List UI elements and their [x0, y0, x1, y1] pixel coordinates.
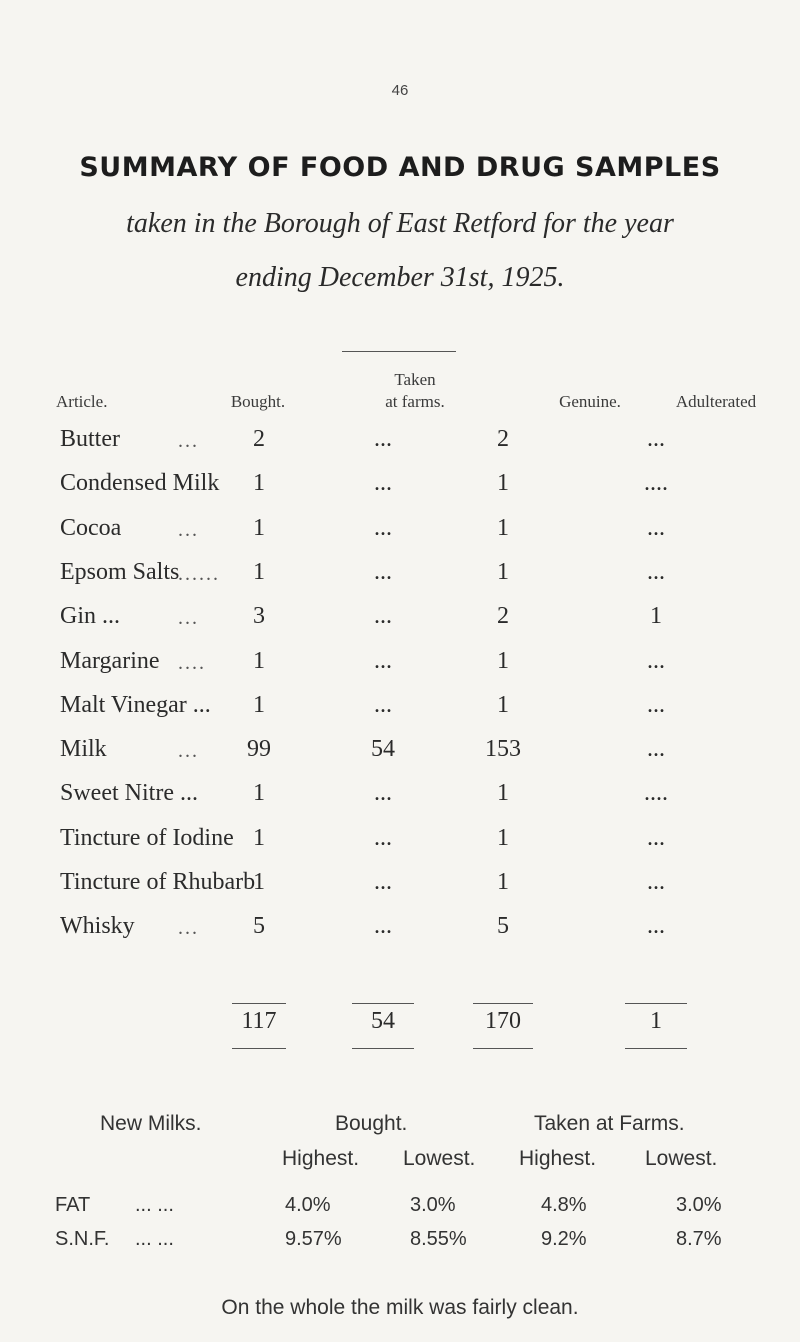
farms-high-value: 9.2%	[541, 1228, 587, 1250]
farms-cell: 54	[371, 736, 395, 763]
farms-cell: ...	[374, 470, 392, 497]
header-genuine: Genuine.	[559, 392, 621, 411]
bought-cell: 1	[253, 780, 265, 807]
bought-header: Bought.	[335, 1112, 408, 1135]
milk-row-dots: ... ...	[135, 1228, 174, 1250]
page-title: SUMMARY OF FOOD AND DRUG SAMPLES	[79, 152, 721, 183]
leader-dots: ...	[178, 917, 199, 940]
article-cell: Tincture of Rhubarb	[60, 869, 256, 895]
bought-cell: 1	[253, 558, 265, 585]
table-row	[0, 603, 800, 639]
total-rule-bought	[232, 1003, 286, 1004]
leader-dots: ...	[178, 430, 199, 452]
bought-low-value: 8.55%	[410, 1228, 467, 1250]
adulterated-cell: ...	[647, 869, 665, 895]
bought-highest-header: Highest.	[282, 1147, 360, 1170]
adulterated-cell: ...	[647, 691, 665, 718]
leader-dots: ...	[178, 607, 199, 630]
genuine-cell: 1	[497, 470, 509, 497]
article-cell: Gin ...	[60, 603, 120, 630]
page-number: 46	[391, 82, 409, 99]
bought-high-value: 4.0%	[285, 1194, 331, 1216]
adulterated-cell: 1	[650, 603, 662, 630]
header-bought: Bought.	[230, 392, 286, 411]
farms-lowest-header: Lowest.	[645, 1147, 718, 1170]
table-row	[0, 869, 800, 905]
farms-cell: ...	[374, 514, 392, 541]
farms-cell: ...	[374, 913, 392, 940]
article-cell: Butter	[60, 426, 120, 452]
bought-cell: 1	[253, 691, 265, 718]
header-adulterated: Adulterated	[675, 392, 757, 411]
farms-high-value: 4.8%	[541, 1194, 587, 1216]
table-row	[0, 515, 800, 551]
genuine-cell: 1	[497, 558, 509, 585]
article-cell: Milk	[60, 736, 107, 763]
total-rule-adulterated	[625, 1003, 687, 1004]
article-cell: Condensed Milk	[60, 470, 220, 497]
bought-cell: 5	[253, 913, 265, 940]
genuine-cell: 2	[497, 603, 509, 630]
bought-lowest-header: Lowest.	[403, 1147, 476, 1170]
table-row	[0, 780, 800, 816]
bought-cell: 1	[253, 647, 265, 674]
genuine-cell: 1	[497, 514, 509, 541]
genuine-cell: 153	[485, 736, 521, 763]
genuine-cell: 1	[497, 824, 509, 851]
adulterated-cell: ...	[647, 558, 665, 585]
article-cell: Malt Vinegar ...	[60, 691, 211, 718]
table-row	[0, 913, 800, 949]
article-cell: Epsom Salts	[60, 558, 180, 585]
subtitle-line-1: taken in the Borough of East Retford for the year	[126, 208, 674, 239]
farms-cell: ...	[374, 558, 392, 585]
total-underline-genuine	[473, 1048, 533, 1049]
totals-row	[0, 1008, 800, 1044]
leader-dots: ...	[178, 740, 199, 763]
total-rule-genuine	[473, 1003, 533, 1004]
genuine-cell: 1	[497, 691, 509, 718]
adulterated-cell: ...	[647, 824, 665, 851]
table-row	[0, 426, 800, 462]
adulterated-cell: ...	[647, 913, 665, 940]
milk-row-name: S.N.F.	[55, 1228, 110, 1250]
article-cell: Margarine	[60, 647, 160, 674]
total-bought: 117	[241, 1008, 277, 1034]
total-underline-bought	[232, 1048, 286, 1049]
adulterated-cell: ...	[647, 514, 665, 541]
genuine-cell: 2	[497, 426, 509, 452]
bought-low-value: 3.0%	[410, 1194, 456, 1216]
milk-row-name: FAT	[55, 1194, 91, 1216]
adulterated-cell: ...	[647, 647, 665, 674]
milk-row-dots: ... ...	[135, 1194, 174, 1216]
table-row	[0, 648, 800, 684]
title-divider	[342, 351, 456, 352]
subtitle-line-2: ending December 31st, 1925.	[235, 262, 565, 293]
bought-cell: 1	[253, 869, 265, 895]
leader-dots: ......	[178, 562, 220, 585]
adulterated-cell: ....	[644, 780, 668, 807]
table-row	[0, 470, 800, 506]
farms-cell: ...	[374, 780, 392, 807]
farms-cell: ...	[374, 603, 392, 630]
adulterated-cell: ....	[644, 470, 668, 497]
genuine-cell: 1	[497, 647, 509, 674]
footnote: On the whole the milk was fairly clean.	[221, 1296, 579, 1319]
new-milks-label: New Milks.	[100, 1112, 202, 1135]
table-row	[0, 559, 800, 595]
adulterated-cell: ...	[647, 736, 665, 763]
header-taken-line-1: Taken	[394, 370, 436, 389]
header-article: Article.	[56, 392, 108, 411]
farms-cell: ...	[374, 824, 392, 851]
bought-cell: 2	[253, 426, 265, 452]
genuine-cell: 1	[497, 780, 509, 807]
bought-high-value: 9.57%	[285, 1228, 342, 1250]
total-underline-farms	[352, 1048, 414, 1049]
bought-cell: 1	[253, 824, 265, 851]
article-cell: Whisky	[60, 913, 135, 940]
leader-dots: ...	[178, 518, 199, 541]
farms-header: Taken at Farms.	[534, 1112, 685, 1135]
farms-low-value: 3.0%	[676, 1194, 722, 1216]
farms-cell: ...	[374, 426, 392, 452]
article-cell: Cocoa	[60, 514, 122, 541]
article-cell: Sweet Nitre ...	[60, 780, 198, 807]
table-row	[0, 736, 800, 772]
bought-cell: 1	[253, 514, 265, 541]
farms-cell: ...	[374, 691, 392, 718]
total-genuine: 170	[485, 1008, 521, 1034]
genuine-cell: 5	[497, 913, 509, 940]
header-taken-line-2: at farms.	[385, 392, 445, 411]
genuine-cell: 1	[497, 869, 509, 895]
farms-highest-header: Highest.	[519, 1147, 597, 1170]
total-rule-farms	[352, 1003, 414, 1004]
farms-cell: ...	[374, 869, 392, 895]
adulterated-cell: ...	[647, 426, 665, 452]
total-adulterated: 1	[650, 1008, 662, 1034]
farms-cell: ...	[374, 647, 392, 674]
total-underline-adulterated	[625, 1048, 687, 1049]
leader-dots: ....	[178, 651, 206, 674]
farms-low-value: 8.7%	[676, 1228, 722, 1250]
table-row	[0, 692, 800, 728]
total-farms: 54	[371, 1008, 395, 1034]
table-row	[0, 825, 800, 861]
bought-cell: 3	[253, 603, 265, 630]
bought-cell: 1	[253, 470, 265, 497]
bought-cell: 99	[247, 736, 271, 763]
article-cell: Tincture of Iodine	[60, 824, 234, 851]
